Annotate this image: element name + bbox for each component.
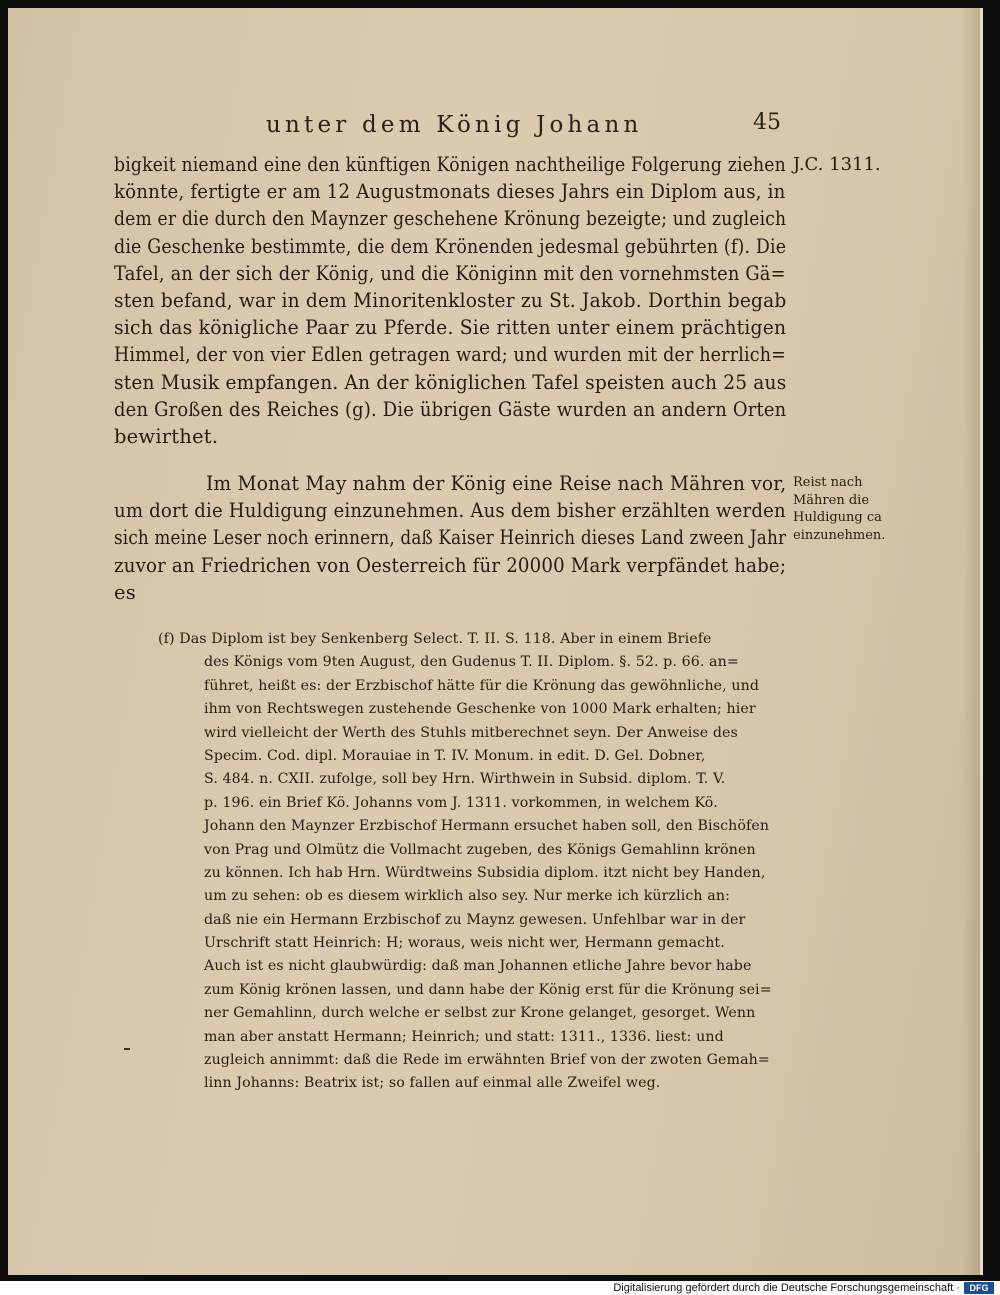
footnote-f (158, 628, 788, 1096)
margin-dash-mark (124, 1048, 130, 1050)
text-line: könnte, fertigte er am 12 Augustmonats dieses Jahrs ein Diplom aus, in (114, 180, 786, 204)
text-line: um dort die Huldigung einzunehmen. Aus dem bisher erzählten werden (114, 499, 786, 523)
scanned-page (8, 8, 983, 1275)
footnote-line: zugleich annimmt: daß die Rede im erwähnten Brief von der zwoten Gemah= (204, 1052, 770, 1069)
paragraph-1 (114, 151, 786, 450)
footnote-line: Specim. Cod. dipl. Morauiae in T. IV. Monum. in edit. D. Gel. Dobner, (204, 747, 706, 764)
text-line: Himmel, der von vier Edlen getragen ward; und wurden mit der herrlich= (114, 343, 786, 367)
side-note-line: einzunehmen. (793, 527, 886, 543)
page-number: 45 (753, 110, 781, 135)
footnote-line: von Prag und Olmütz die Vollmacht zugeben, des Königs Gemahlinn krönen (204, 841, 756, 858)
footnote-line: daß nie ein Hermann Erzbischof zu Maynz gewesen. Unfehlbar war in der (204, 911, 746, 928)
margin-side-note (793, 474, 893, 544)
funding-credit: Digitalisierung gefördert durch die Deutsche Forschungsgemeinschaft · (613, 1282, 960, 1294)
side-note-line: Huldigung ca (793, 510, 882, 525)
footnote-line: Urschrift statt Heinrich: H; woraus, weis nicht wer, Hermann gemacht. (204, 935, 725, 952)
footnote-line: linn Johanns: Beatrix ist; so fallen auf einmal alle Zweifel weg. (204, 1075, 661, 1092)
footnote-line: (f) Das Diplom ist bey Senkenberg Select. T. II. S. 118. Aber in einem Briefe (158, 631, 712, 647)
footnote-line: ihm von Rechtswegen zustehende Geschenke von 1000 Mark erhalten; hier (204, 701, 756, 718)
text-line: zuvor an Friedrichen von Oesterreich für 20000 Mark verpfändet habe; (114, 553, 787, 577)
running-head: unter dem König Johann (266, 112, 643, 138)
footnote-line: zu können. Ich hab Hrn. Würdtweins Subsidia diplom. itzt nicht bey Handen, (204, 864, 766, 881)
catchword: es (114, 580, 136, 604)
text-line: sich das königliche Paar zu Pferde. Sie ritten unter einem prächtigen (114, 316, 787, 340)
footnote-line: ner Gemahlinn, durch welche er selbst zur Krone gelanget, gesorget. Wenn (204, 1005, 756, 1022)
dfg-logo: DFG (964, 1282, 994, 1294)
text-line: den Großen des Reiches (g). Die übrigen Gäste wurden an andern Orten (114, 397, 787, 421)
footnote-line: man aber anstatt Hermann; Heinrich; und statt: 1311., 1336. liest: und (204, 1028, 724, 1045)
footnote-line: p. 196. ein Brief Kö. Johanns vom J. 1311. vorkommen, in welchem Kö. (204, 794, 718, 811)
footer-bar (0, 1281, 1000, 1295)
text-line: dem er die durch den Maynzer geschehene Krönung bezeigte; und zugleich (114, 207, 787, 231)
text-line: bewirthet. (114, 424, 219, 448)
text-line: die Geschenke bestimmte, die dem Krönenden jedesmal gebührten (f). Die (114, 234, 787, 258)
footnote-line: Auch ist es nicht glaubwürdig: daß man Johannen etliche Jahre bevor habe (204, 958, 752, 975)
paragraph-2 (114, 470, 786, 606)
footnote-line: S. 484. n. CXII. zufolge, soll bey Hrn. Wirthwein in Subsid. diplom. T. V. (204, 771, 726, 788)
footnote-line: wird vielleicht der Werth des Stuhls mitberechnet seyn. Der Anweise des (204, 724, 738, 741)
footnote-line: führet, heißt es: der Erzbischof hätte für die Krönung das gewöhnliche, und (204, 677, 760, 694)
side-note-line: Mähren die (793, 492, 870, 508)
footnote-line: um zu sehen: ob es diesem wirklich also sey. Nur merke ich kürzlich an: (204, 888, 730, 905)
text-line: sich meine Leser noch erinnern, daß Kaiser Heinrich dieses Land zween Jahr (114, 526, 787, 550)
text-line: Im Monat May nahm der König eine Reise nach Mähren vor, (206, 472, 787, 496)
side-note-line: Reist nach (793, 475, 863, 490)
footnote-line: des Königs vom 9ten August, den Gudenus T. II. Diplom. §. 52. p. 66. an= (204, 654, 739, 671)
margin-year-note: J.C. 1311. (793, 154, 881, 175)
main-text-body (114, 151, 786, 606)
text-line: sten Musik empfangen. An der königlichen Tafel speisten auch 25 aus (114, 370, 787, 394)
page-header (8, 108, 980, 148)
paragraph-gap (114, 450, 786, 470)
text-line: bigkeit niemand eine den künftigen Königen nachtheilige Folgerung ziehen (114, 153, 786, 176)
footnote-line: zum König krönen lassen, und dann habe der König erst für die Krönung sei= (204, 981, 772, 998)
text-line: sten befand, war in dem Minoritenkloster zu St. Jakob. Dorthin begab (114, 288, 787, 312)
footnote-line: Johann den Maynzer Erzbischof Hermann ersuchet haben soll, den Bischöfen (204, 818, 770, 835)
text-line: Tafel, an der sich der König, und die Königinn mit den vornehmsten Gä= (114, 261, 786, 285)
